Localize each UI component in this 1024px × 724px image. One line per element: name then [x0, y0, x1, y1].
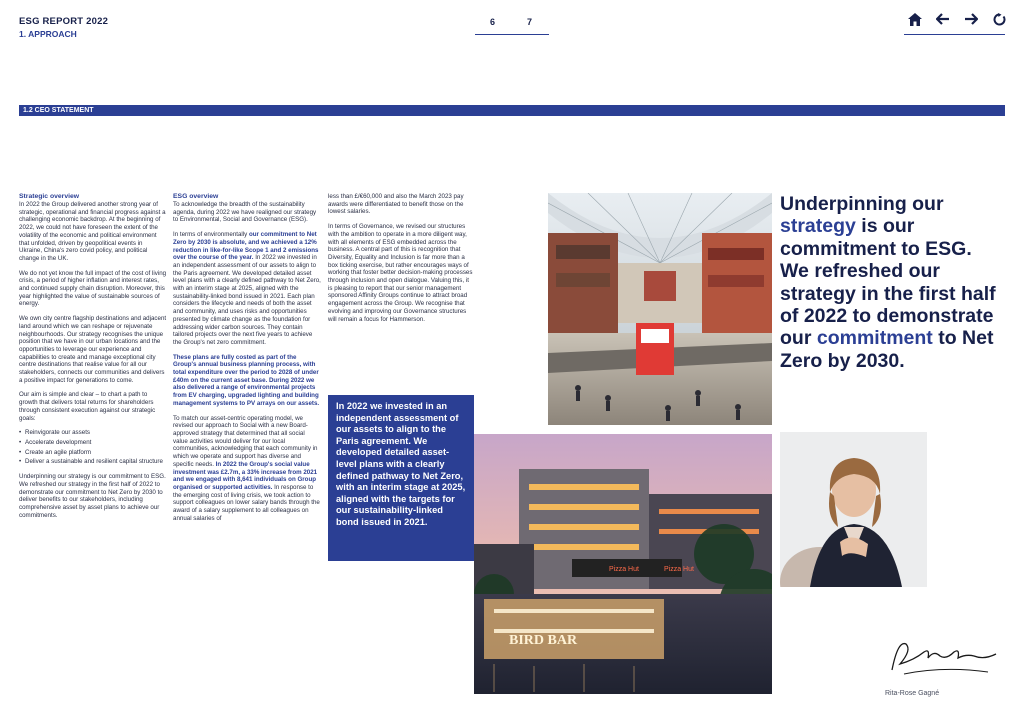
highlight-text: In 2022 the Group's social value investment was £2.7m, a 33% increase from 2021 and we engaged with 8,641 individuals on Group organised or supported activities.: [173, 460, 318, 491]
quote-text: is our commitment to ESG. We refreshed our strategy in the first half of 2022 to demonstrate our: [780, 215, 996, 350]
arrow-right-icon[interactable]: [962, 10, 980, 28]
paragraph: [173, 415, 321, 523]
quote-highlight: strategy: [780, 215, 856, 238]
column-governance: [328, 193, 474, 330]
arrow-left-icon[interactable]: [934, 10, 952, 28]
paragraph: Underpinning our strategy is our commitment to ESG. We refreshed our strategy in the first half of 2022 to demonstrate our commitment to Net Zero by 2030 to deliver benefits to our stakeholders, including comprehensive asset by asset plans to achieve our commitments.: [19, 473, 166, 519]
shop-sign: Pizza Hut: [609, 566, 639, 573]
home-icon[interactable]: [906, 10, 924, 28]
strategic-overview-heading: Strategic overview: [19, 193, 80, 200]
page-number-right[interactable]: 7: [527, 17, 533, 27]
text: In 2022 we invested in an independent assessment of our assets to align to the Paris agreement. We developed detailed asset level plans with a clearly defined pathway to Net Zero, with an interim stage at 2025, aligned with the sustainability-linked bond issued in 2021. Each plan considers the lifecycle and needs of both the asset and community, and uses risks and opportunities presented by climate change as the foundation for addressing wider carbon sources. They contain tailored projects over the next five years to achieve the Group's net zero commitment.: [173, 254, 321, 346]
esg-overview-heading: ESG overview: [173, 193, 219, 200]
paragraph: less than £/€60,000 and also the March 2023 pay awards were differentiated to benefit those on the lowest salaries.: [328, 193, 464, 216]
section-bar: [19, 105, 1005, 116]
riverside-sign: BIRD BAR: [509, 633, 578, 648]
paragraph: [173, 231, 321, 347]
ceo-signature: [884, 630, 1004, 682]
strategic-goals-list: [19, 429, 167, 466]
quote-text: to Net Zero by 2030.: [780, 327, 994, 372]
highlight-text: These plans are fully costed as part of the Group's annual business planning process, with total expenditure over the period to 2028 of under £40m on the current asset base. During 2022 we also delivered a range of environmental projects from EV charging, upgraded lighting and building management systems to PV arrays on our assets.: [173, 353, 320, 407]
ceo-portrait: [780, 432, 927, 587]
highlight-text: our commitment to Net Zero by 2030 is absolute, and we achieved a 12% reduction in like-for-like Scope 1 and 2 emissions over the course of the year.: [173, 231, 319, 262]
list-item: • Create an agile platform: [19, 449, 167, 457]
text: In response to the emerging cost of living crisis, we took action to support colleagues on lower salary bands through the award of a salary supplement to all colleagues on annual salaries of: [173, 483, 320, 522]
paragraph: [173, 354, 321, 408]
callout-text: In 2022 we invested in an independent assessment of our assets to align to the Paris agreement. We developed detailed asset-level plans with a clearly defined pathway to Net Zero, with an interim stage at 2025, aligned with the targets for our sustainability-linked bond issued in 2021.: [336, 401, 466, 527]
paragraph: We do not yet know the full impact of the cost of living crisis, a period of higher inflation and interest rates, and continued supply chain disruption. Moreover, this year highlighted the value of sustainable sources of energy.: [19, 269, 167, 308]
quote-highlight: commitment: [816, 327, 933, 350]
text: To match our asset-centric operating model, we revised our approach to Social with a new Board-approved strategy that determined that all social value activities would deliver for our local communities, acknowledging that each community in which we operate and support has diverse and specific needs.: [173, 414, 318, 468]
shopping-centre-photo: [548, 193, 772, 425]
section-title: 1.2 CEO STATEMENT: [23, 107, 94, 114]
list-item: • Reinvigorate our assets: [19, 429, 167, 437]
paragraph: To acknowledge the breadth of the sustainability agenda, during 2022 we have realigned our strategy to Environmental, Social and Governance (ESG).: [173, 201, 317, 224]
column-strategic-overview: [19, 193, 167, 526]
shop-sign: Pizza Hut: [664, 566, 694, 573]
page-indicator-line: [475, 34, 549, 35]
ceo-name: Rita-Rose Gagné: [885, 690, 940, 697]
callout-box: [328, 395, 474, 561]
quote-text: Underpinning our: [780, 193, 944, 215]
list-item: • Accelerate development: [19, 439, 167, 447]
paragraph: In terms of Governance, we revised our structures with the ambition to operate in a more diligent way, with all elements of ESG embedded across the business. A central part of this is recognition that Diversity, Equality and Inclusion is far more than a box ticking exercise, but rather encourages ways of working that foster better decision-making processes through inclusion and open dialogue. Valuing this, it is pleasing to report that our senior management sponsored Affinity Groups continue to attract broad engagement across the Group. We recognise that evolving and improving our Governance structures will remain a focus for Hammerson.: [328, 223, 473, 323]
refresh-icon[interactable]: [990, 10, 1008, 28]
riverside-photo: [474, 434, 772, 694]
report-title: ESG REPORT 2022: [19, 16, 109, 27]
section-breadcrumb[interactable]: 1. APPROACH: [19, 29, 77, 39]
paragraph: We own city centre flagship destinations and adjacent land around which we can reshape or rejuvenate neighbourhoods. Our strategy recognises the unique position that we have in our urban locations and the opportunities to leverage our experience and capabilities to create and manage exceptional city centre destinations that realise value for all our stakeholders, connects our communities and delivers a positive impact for generations to come.: [19, 315, 167, 384]
text: In terms of environmentally: [173, 231, 249, 239]
pull-quote: [780, 193, 1005, 372]
nav-toolbar: [906, 10, 1008, 28]
nav-underline: [904, 34, 1005, 35]
paragraph: Our aim is simple and clear – to chart a path to growth that delivers total returns for shareholders through consistent execution against our strategic goals:: [19, 391, 156, 422]
column-esg-overview: [173, 193, 321, 529]
list-item: • Deliver a sustainable and resilient capital structure: [19, 458, 167, 466]
page-number-left[interactable]: 6: [490, 17, 496, 27]
paragraph: In 2022 the Group delivered another strong year of strategic, operational and financial progress against a challenging economic backdrop. At the beginning of 2022, we could not have foreseen the extent of the volatility of the economic and political environment that unfolded, driven by geopolitical events in Ukraine, China's zero covid policy, and political change in the UK.: [19, 201, 166, 262]
